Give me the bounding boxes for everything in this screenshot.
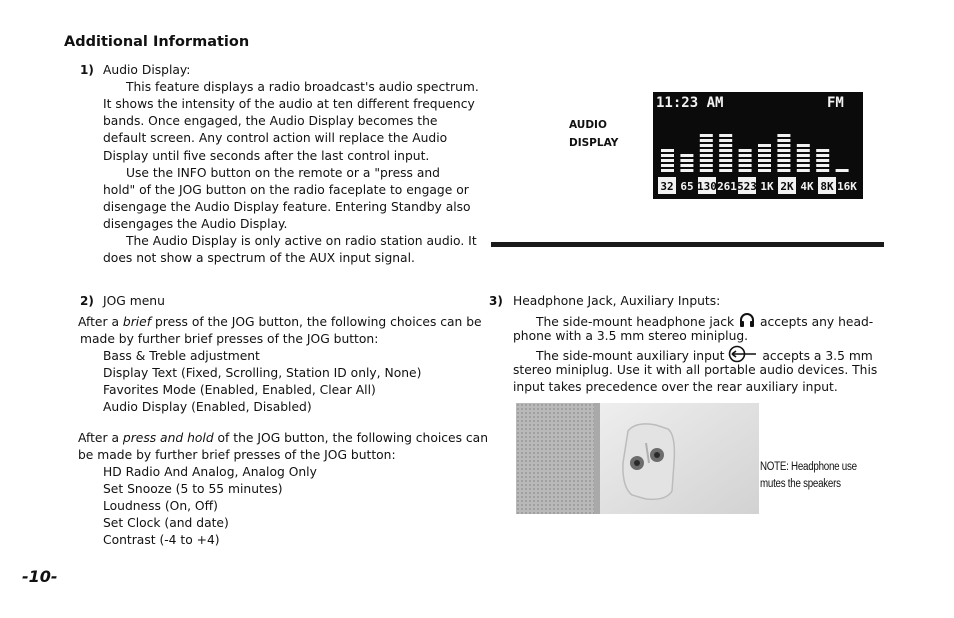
hold-intro-cont: be made by further brief presses of the JOG button: <box>78 448 396 462</box>
list-item: Set Snooze (5 to 55 minutes) <box>103 482 283 496</box>
spectrum-bar-segment <box>797 164 810 167</box>
section-1-line: disengage the Audio Display feature. Entering Standby also <box>103 200 471 214</box>
brief-intro: After a brief press of the JOG button, the following choices can be <box>78 315 482 329</box>
spectrum-bar-segment <box>680 159 693 162</box>
list-item: Set Clock (and date) <box>103 516 229 530</box>
spectrum-bar-segment <box>719 149 732 152</box>
spectrum-bar-segment <box>777 169 790 172</box>
section-1-line: The Audio Display is only active on radio station audio. It <box>126 234 477 248</box>
audio-display-label: AUDIO DISPLAY <box>569 119 619 149</box>
spectrum-bar-segment <box>719 169 732 172</box>
section-3-line: The side-mount auxiliary input accepts a 3.5 mm <box>536 345 873 368</box>
spectrum-bar-segment <box>816 164 829 167</box>
spectrum-bar-segment <box>680 164 693 167</box>
spectrum-bar-segment <box>739 169 752 172</box>
section-1-line: does not show a spectrum of the AUX input signal. <box>103 251 415 265</box>
spectrum-bar-segment <box>758 149 771 152</box>
page-number: -10- <box>22 567 58 586</box>
spectrum-bar-segment <box>661 164 674 167</box>
spectrum-bar-segment <box>816 149 829 152</box>
spectrum-bar-segment <box>777 134 790 137</box>
section-3-line: phone with a 3.5 mm stereo miniplug. <box>513 329 749 343</box>
lcd-audio-display <box>653 92 863 199</box>
spectrum-bar-segment <box>777 159 790 162</box>
spectrum-bar-segment <box>758 154 771 157</box>
list-item: Favorites Mode (Enabled, Enabled, Clear All) <box>103 383 376 397</box>
spectrum-bar-segment <box>700 144 713 147</box>
section-heading: Additional Information <box>64 34 250 50</box>
list-item: HD Radio And Analog, Analog Only <box>103 465 317 479</box>
spectrum-bar-segment <box>758 164 771 167</box>
spectrum-bar-segment <box>797 159 810 162</box>
freq-label: 1K <box>760 180 774 193</box>
section-divider <box>491 242 884 247</box>
spectrum-bar-segment <box>661 154 674 157</box>
spectrum-bar-segment <box>661 169 674 172</box>
spectrum-bar-segment <box>700 154 713 157</box>
spectrum-bar-segment <box>777 149 790 152</box>
spectrum-bar-segment <box>739 154 752 157</box>
section-1-line: default screen. Any control action will replace the Audio <box>103 131 448 145</box>
section-1-line: bands. Once engaged, the Audio Display becomes the <box>103 114 438 128</box>
list-item: Bass & Treble adjustment <box>103 349 260 363</box>
spectrum-bar-segment <box>797 149 810 152</box>
section-1-line: disengages the Audio Display. <box>103 217 288 231</box>
section-3-title: Headphone Jack, Auxiliary Inputs: <box>513 294 721 308</box>
brief-intro-cont: made by further brief presses of the JOG button: <box>80 332 379 346</box>
spectrum-bar-segment <box>700 159 713 162</box>
headphone-jack-photo <box>516 403 759 514</box>
list-item: Loudness (On, Off) <box>103 499 218 513</box>
spectrum-bar-segment <box>777 144 790 147</box>
freq-label: 16K <box>837 180 857 193</box>
spectrum-bar-segment <box>739 164 752 167</box>
spectrum-bar-segment <box>797 144 810 147</box>
headphone-note: NOTE: Headphone use mutes the speakers <box>760 461 857 490</box>
spectrum-bar-segment <box>816 154 829 157</box>
spectrum-bar-segment <box>700 169 713 172</box>
section-3-number: 3) <box>489 294 503 308</box>
spectrum-bar-segment <box>758 169 771 172</box>
list-item: Display Text (Fixed, Scrolling, Station ID only, None) <box>103 366 422 380</box>
freq-label: 523 <box>737 180 757 193</box>
spectrum-bar-segment <box>758 159 771 162</box>
spectrum-bar-segment <box>777 164 790 167</box>
spectrum-bar-segment <box>700 149 713 152</box>
spectrum-bar-segment <box>661 149 674 152</box>
spectrum-bar-segment <box>758 144 771 147</box>
freq-label: 2K <box>780 180 794 193</box>
spectrum-bar-segment <box>797 169 810 172</box>
freq-label: 32 <box>660 180 674 193</box>
section-1-line: Use the INFO button on the remote or a "press and <box>126 166 440 180</box>
spectrum-bar-segment <box>816 169 829 172</box>
section-1-number: 1) <box>80 63 94 77</box>
freq-label: 8K <box>820 180 834 193</box>
lcd-band: FM <box>827 95 844 111</box>
freq-label: 261 <box>717 180 737 193</box>
list-item: Contrast (-4 to +4) <box>103 533 220 547</box>
section-2-title: JOG menu <box>103 294 165 308</box>
spectrum-bar-segment <box>836 169 849 172</box>
spectrum-bar-segment <box>700 139 713 142</box>
spectrum-bar-segment <box>739 149 752 152</box>
freq-label: 4K <box>800 180 814 193</box>
section-3-line: input takes precedence over the rear auxiliary input. <box>513 380 838 394</box>
freq-label: 130 <box>697 180 717 193</box>
section-3-line: The side-mount headphone jack accepts any head- <box>536 311 873 334</box>
spectrum-bar-segment <box>680 154 693 157</box>
section-2-number: 2) <box>80 294 94 308</box>
spectrum-bar-segment <box>719 134 732 137</box>
spectrum-bar-segment <box>816 159 829 162</box>
spectrum-bar-segment <box>719 154 732 157</box>
spectrum-bar-segment <box>777 139 790 142</box>
spectrum-bar-segment <box>700 134 713 137</box>
spectrum-bar-segment <box>739 159 752 162</box>
hold-intro: After a press and hold of the JOG button, the following choices can <box>78 431 489 445</box>
spectrum-bar-segment <box>797 154 810 157</box>
spectrum-bar-segment <box>680 169 693 172</box>
lcd-time: 11:23 AM <box>656 95 724 111</box>
freq-label: 65 <box>680 180 694 193</box>
spectrum-bar-segment <box>700 164 713 167</box>
section-1-line: Display until five seconds after the last control input. <box>103 149 430 163</box>
list-item: Audio Display (Enabled, Disabled) <box>103 400 312 414</box>
spectrum-bar-segment <box>719 144 732 147</box>
section-1-line: hold" of the JOG button on the radio faceplate to engage or <box>103 183 469 197</box>
spectrum-bar-segment <box>777 154 790 157</box>
spectrum-bar-segment <box>719 164 732 167</box>
lcd-spectrum-graphic <box>653 92 863 199</box>
spectrum-bar-segment <box>661 159 674 162</box>
section-1-title: Audio Display: <box>103 63 191 77</box>
spectrum-bar-segment <box>719 159 732 162</box>
section-1-line: This feature displays a radio broadcast's audio spectrum. <box>126 80 479 94</box>
section-1-line: It shows the intensity of the audio at ten different frequency <box>103 97 475 111</box>
section-3-line: stereo miniplug. Use it with all portable audio devices. This <box>513 363 878 377</box>
spectrum-bar-segment <box>719 139 732 142</box>
